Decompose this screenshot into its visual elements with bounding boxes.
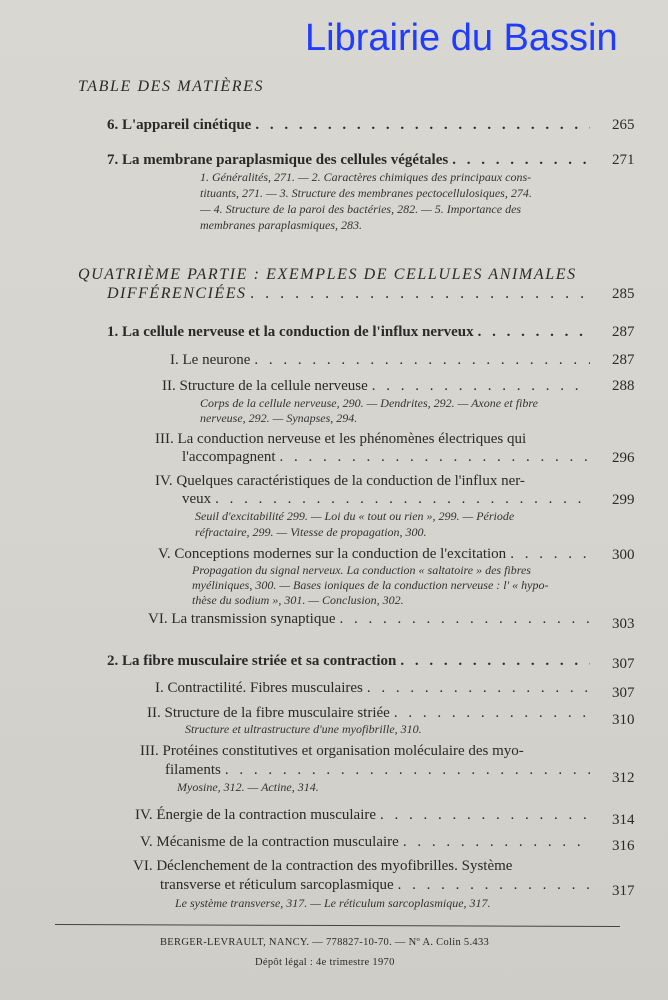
page-header: TABLE DES MATIÈRES — [78, 78, 265, 95]
dot-leader — [339, 611, 590, 628]
subentry-line: tituants, 271. — 3. Structure des membranes pectocellulosiques, 274. — [200, 186, 532, 200]
page-number: 303 — [612, 616, 635, 632]
entry-title: veux — [182, 491, 212, 507]
subentry-line: réfractaire, 299. — Vitesse de propagation, 300. — [195, 525, 427, 539]
entry-title: 7. La membrane paraplasmique des cellules végétales — [107, 152, 449, 168]
watermark: Librairie du Bassin — [305, 17, 618, 59]
page-number: 265 — [612, 117, 635, 133]
toc-section — [133, 858, 590, 875]
dot-leader — [398, 877, 590, 894]
entry-title: II. Structure de la cellule nerveuse — [162, 378, 368, 394]
subentry-line: myéliniques, 300. — Bases ioniques de la conduction nerveuse : l' « hypo- — [192, 578, 549, 592]
dot-leader — [394, 705, 590, 722]
page-number: 285 — [612, 286, 635, 302]
subentry-line: nerveuse, 292. — Synapses, 294. — [200, 411, 358, 425]
toc-section — [148, 611, 590, 628]
page-number: 287 — [612, 352, 635, 368]
dot-leader — [452, 152, 590, 169]
dot-leader — [403, 834, 590, 851]
toc-chapter-2 — [107, 653, 590, 670]
subentry-line: — 4. Structure de la paroi des bactéries, 282. — 5. Importance des — [200, 202, 522, 216]
subentry-line: Propagation du signal nerveux. La conduction « saltatoire » des fibres — [192, 563, 531, 577]
subentry-line: 1. Généralités, 271. — 2. Caractères chimiques des principaux cons- — [200, 170, 532, 184]
entry-title: DIFFÉRENCIÉES — [107, 285, 247, 302]
dot-leader — [400, 653, 590, 670]
subentry-line: membranes paraplasmiques, 283. — [200, 218, 362, 232]
toc-chapter-1 — [107, 324, 590, 341]
page-number: 287 — [612, 324, 635, 340]
subentry-line: Corps de la cellule nerveuse, 290. — Dendrites, 292. — Axone et fibre — [200, 396, 538, 410]
toc-section — [155, 680, 590, 697]
entry-title: 2. La fibre musculaire striée et sa contraction — [107, 653, 397, 669]
dot-leader — [250, 285, 590, 303]
toc-section — [135, 807, 590, 824]
page-number: 307 — [612, 685, 635, 701]
entry-title: l'accompagnent — [182, 449, 276, 465]
subentry-line: Structure et ultrastructure d'une myofibrille, 310. — [185, 722, 422, 736]
toc-entry-7 — [107, 152, 590, 169]
entry-title: VI. Déclenchement de la contraction des myofibrilles. Système — [133, 858, 513, 874]
entry-title: 1. La cellule nerveuse et la conduction de l'influx nerveux — [107, 324, 474, 340]
page-number: 296 — [612, 450, 635, 466]
entry-title: IV. Énergie de la contraction musculaire — [135, 807, 377, 823]
page-number: 316 — [612, 838, 635, 854]
toc-entry-6 — [107, 117, 590, 134]
subentry-line: thèse du sodium », 301. — Conclusion, 302. — [192, 593, 404, 607]
toc-section — [155, 431, 590, 448]
toc-section — [170, 352, 590, 369]
page-number: 310 — [612, 712, 635, 728]
entry-title: IV. Quelques caractéristiques de la conduction de l'influx ner- — [155, 473, 525, 489]
entry-title: transverse et réticulum sarcoplasmique — [160, 877, 394, 893]
toc-section — [162, 378, 590, 395]
entry-title: VI. La transmission synaptique — [148, 611, 336, 627]
toc-section-line2 — [182, 449, 590, 466]
entry-title: III. La conduction nerveuse et les phénomènes électriques qui — [155, 431, 527, 447]
entry-title: V. Mécanisme de la contraction musculaire — [140, 834, 399, 850]
toc-section-line2 — [182, 491, 590, 508]
dot-leader — [280, 449, 591, 466]
dot-leader — [255, 117, 590, 134]
toc-section-line2 — [160, 877, 590, 894]
page-number: 307 — [612, 656, 635, 672]
entry-title: I. Le neurone — [170, 352, 251, 368]
entry-title: 6. L'appareil cinétique — [107, 117, 252, 133]
page-number: 299 — [612, 492, 635, 508]
dot-leader — [225, 762, 590, 779]
printer-imprint: BERGER-LEVRAULT, NANCY. — 778827-10-70. — Nº A. Colin 5.433 — [160, 937, 490, 948]
toc-section — [158, 546, 590, 563]
dot-leader — [254, 352, 590, 369]
dot-leader — [478, 324, 590, 341]
page-number: 314 — [612, 812, 635, 828]
toc-section-line2 — [165, 762, 590, 779]
part-title: QUATRIÈME PARTIE : EXEMPLES DE CELLULES ANIMALES — [78, 266, 577, 283]
toc-section — [140, 743, 590, 760]
toc-section — [140, 834, 590, 851]
footer-rule — [55, 924, 620, 927]
subentry-line: Myosine, 312. — Actine, 314. — [177, 780, 319, 794]
page-number: 317 — [612, 883, 635, 899]
dot-leader — [380, 807, 590, 824]
page-number: 271 — [612, 152, 635, 168]
entry-title: V. Conceptions modernes sur la conduction de l'excitation — [158, 546, 507, 562]
legal-deposit: Dépôt légal : 4e trimestre 1970 — [255, 957, 395, 968]
dot-leader — [367, 680, 590, 697]
toc-section — [155, 473, 590, 490]
page-number: 300 — [612, 547, 635, 563]
entry-title: filaments — [165, 762, 221, 778]
entry-title: I. Contractilité. Fibres musculaires — [155, 680, 363, 696]
part-title-line2 — [107, 285, 590, 303]
toc-section — [147, 705, 590, 722]
subentry-line: Le système transverse, 317. — Le réticulum sarcoplasmique, 317. — [175, 896, 491, 910]
dot-leader — [215, 491, 590, 508]
subentry-line: Seuil d'excitabilité 299. — Loi du « tout ou rien », 299. — Période — [195, 509, 515, 523]
page-number: 288 — [612, 378, 635, 394]
page-number: 312 — [612, 770, 635, 786]
entry-title: III. Protéines constitutives et organisation moléculaire des myo- — [140, 743, 524, 759]
dot-leader — [372, 378, 590, 395]
dot-leader — [510, 546, 590, 563]
entry-title: II. Structure de la fibre musculaire striée — [147, 705, 390, 721]
